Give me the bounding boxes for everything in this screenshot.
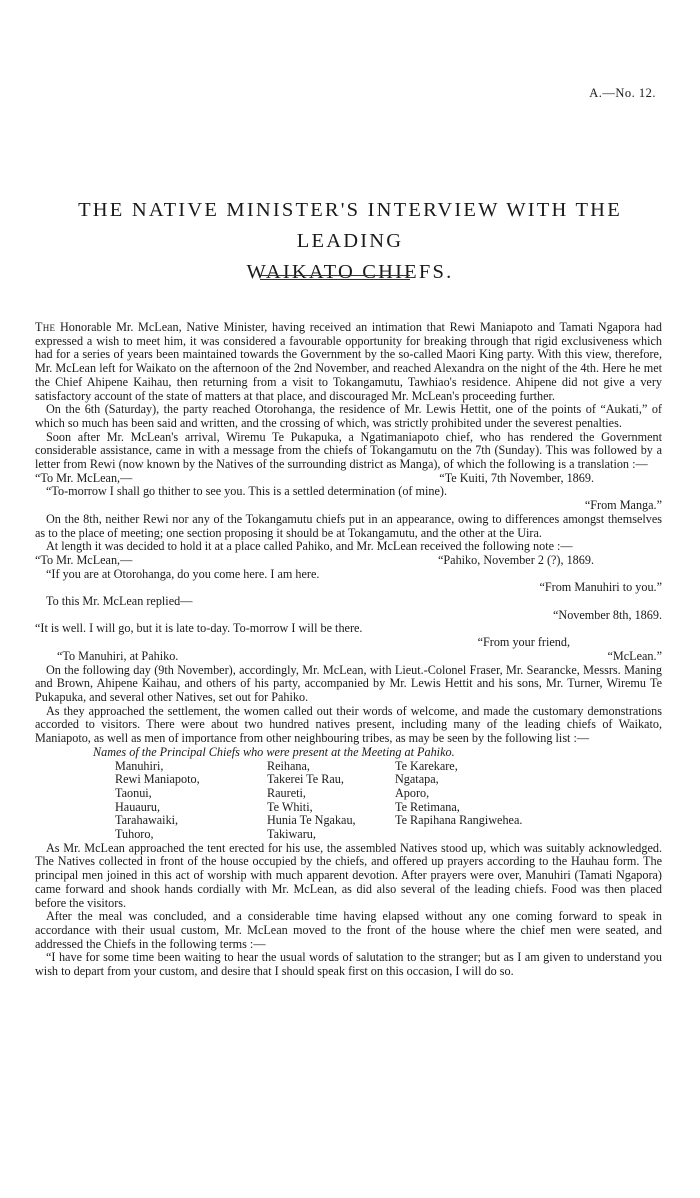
paragraph-meal: After the meal was concluded, and a considerable time having elapsed without any one coming forward to speak in accordance with their usual custom, Mr. McLean moved to the front of the house where the chief men were seated, and addressed the Chiefs in the following terms :—	[35, 909, 662, 951]
letter1-salutation: “To Mr. McLean,—	[35, 470, 133, 485]
chief-name: Rewi Maniapoto,	[115, 772, 200, 787]
paragraph-intro	[35, 321, 662, 403]
paragraph-otorohanga: On the 6th (Saturday), the party reached Otorohanga, the residence of Mr. Lewis Hettit, one of the points of “Aukati,” of which so much has been said and written, and the crossing of which, was strictly prohibited under the severest penalties.	[35, 402, 662, 430]
chief-name: Takerei Te Rau,	[267, 772, 344, 787]
chief-name: Aporo,	[395, 785, 430, 800]
paragraph-speech: “I have for some time been waiting to hear the usual words of salutation to the stranger; but as I am given to understand you wish to depart from your custom, and desire that I should speak first on this occasion, I will do so.	[35, 950, 662, 979]
letter1-body: “To-morrow I shall go thither to see you. This is a settled determination (of mine).	[46, 484, 448, 499]
chief-name: Manuhiri,	[115, 758, 164, 773]
first-word: The	[35, 320, 56, 334]
letter2-body: “If you are at Otorohanga, do you come here. I am here.	[46, 566, 320, 581]
chief-name: Hunia Te Ngakau,	[267, 813, 356, 828]
chief-name	[395, 828, 545, 842]
reply-body: “It is well. I will go, but it is late to-day. To-morrow I will be there.	[35, 621, 363, 636]
document-body	[35, 321, 662, 979]
chiefs-list	[115, 760, 662, 842]
title-divider-top	[260, 275, 410, 276]
title-line-2: WAIKATO CHIEFS.	[246, 261, 454, 283]
chief-name: Te Whiti,	[267, 799, 313, 814]
chief-name: Tarahawaiki,	[115, 813, 179, 828]
letter1-from: “From Manga.”	[584, 498, 662, 513]
paragraph-pahiko: At length it was decided to hold it at a place called Pahiko, and Mr. McLean received the following note :—	[46, 539, 573, 554]
chief-name: Hauauru,	[115, 799, 161, 814]
letter2-header	[35, 554, 662, 568]
paragraph-text: Honorable Mr. McLean, Native Minister, having received an intimation that Rewi Maniapoto and Tamati Ngapora had expressed a wish to meet him, it was considered a favourable opportunity for breaking through that rigid exclusiveness which had for a series of years been maintained towards the Government by the so-called Maori King party. With this view, therefore, Mr. McLean left for Waikato on the afternoon of the 2nd November, and reached Alexandra on the night of the 4th. Here he met the Chief Ahipene Kaihau, then returning from a visit to Tokangamutu, Tawhiao's residence. Ahipene did not give a very satisfactory account of the state of matters at that place, and discouraged Mr. McLean's proceeding further.	[35, 320, 662, 403]
chief-name: Taonui,	[115, 785, 152, 800]
paragraph-following-day: On the following day (9th November), accordingly, Mr. McLean, with Lieut.-Colonel Fraser, Mr. Searancke, Messrs. Maning and Brown, Ahipene Kaihau, and others of his party, accompanied by Mr. Lewis Hettit and his sons, Mr. Turner, Wiremu Te Pukapuka, and several other Natives, set out for Pahiko.	[35, 662, 662, 704]
chief-name: Tuhoro,	[115, 827, 154, 842]
paragraph-approach: As they approached the settlement, the women called out their words of welcome, and made the customary demonstrations accorded to visitors. There were about two hundred natives present, including many of the leading chiefs of Waikato, Maniapoto, as well as men of importance from other neighbouring tribes, as may be seen by the following list :—	[35, 703, 662, 746]
reply-date: “November 8th, 1869.	[553, 607, 662, 622]
names-caption: Names of the Principal Chiefs who were present at the Meeting at Pahiko.	[93, 744, 455, 759]
title-line-1: THE NATIVE MINISTER'S INTERVIEW WITH THE LEADING	[78, 199, 622, 252]
reply-recipient: “To Manuhiri, at Pahiko.	[57, 648, 179, 663]
chief-name: Te Karekare,	[395, 758, 458, 773]
chief-name: Reihana,	[267, 758, 310, 773]
letter2-from: “From Manuhiri to you.”	[539, 580, 662, 595]
chief-name: Raureti,	[267, 785, 306, 800]
chief-name: Te Retimana,	[395, 799, 460, 814]
reply-footer	[35, 650, 662, 664]
letter2-dateline: “Pahiko, November 2 (?), 1869.	[437, 552, 594, 567]
reply-closing: “From your friend,	[477, 635, 570, 650]
letter2-salutation: “To Mr. McLean,—	[35, 552, 133, 567]
paragraph-replied: To this Mr. McLean replied—	[46, 594, 193, 609]
letter1-header	[35, 472, 662, 486]
chief-name: Ngatapa,	[395, 772, 439, 787]
title-divider-bottom	[260, 279, 410, 280]
page-reference: A.—No. 12.	[589, 86, 656, 100]
paragraph-8th: On the 8th, neither Rewi nor any of the Tokangamutu chiefs put in an appearance, owing to differences amongst themselves as to the place of meeting; one section proposing it should be at Tokangamutu, and the other at the Uira.	[35, 511, 662, 540]
paragraph-tent: As Mr. McLean approached the tent erected for his use, the assembled Natives stood up, which was suitably acknowledged. The Natives collected in front of the house occupied by the chiefs, and offered up prayers according to the Hauhau form. The principal men joined in this act of worship with much apparent devotion. After prayers were over, Manuhiri (Tamati Ngapora) came forward and shook hands cordially with Mr. McLean, as did also several of the leading chiefs. Food was then placed before the visitors.	[35, 840, 662, 910]
letter1-dateline: “Te Kuiti, 7th November, 1869.	[439, 470, 594, 485]
chief-name: Takiwaru,	[267, 827, 316, 842]
paragraph-message: Soon after Mr. McLean's arrival, Wiremu Te Pukapuka, a Ngatimaniapoto chief, who has rendered the Government considerable assistance, came in with a message from the chiefs of Tokangamutu on the 7th (Sunday). This was followed by a letter from Rewi (now known by the Natives of the surrounding district as Manga), of which the following is a translation :—	[35, 429, 662, 472]
chief-name: Te Rapihana Rangiwehea.	[395, 813, 523, 828]
reply-signature: “McLean.”	[607, 648, 662, 663]
